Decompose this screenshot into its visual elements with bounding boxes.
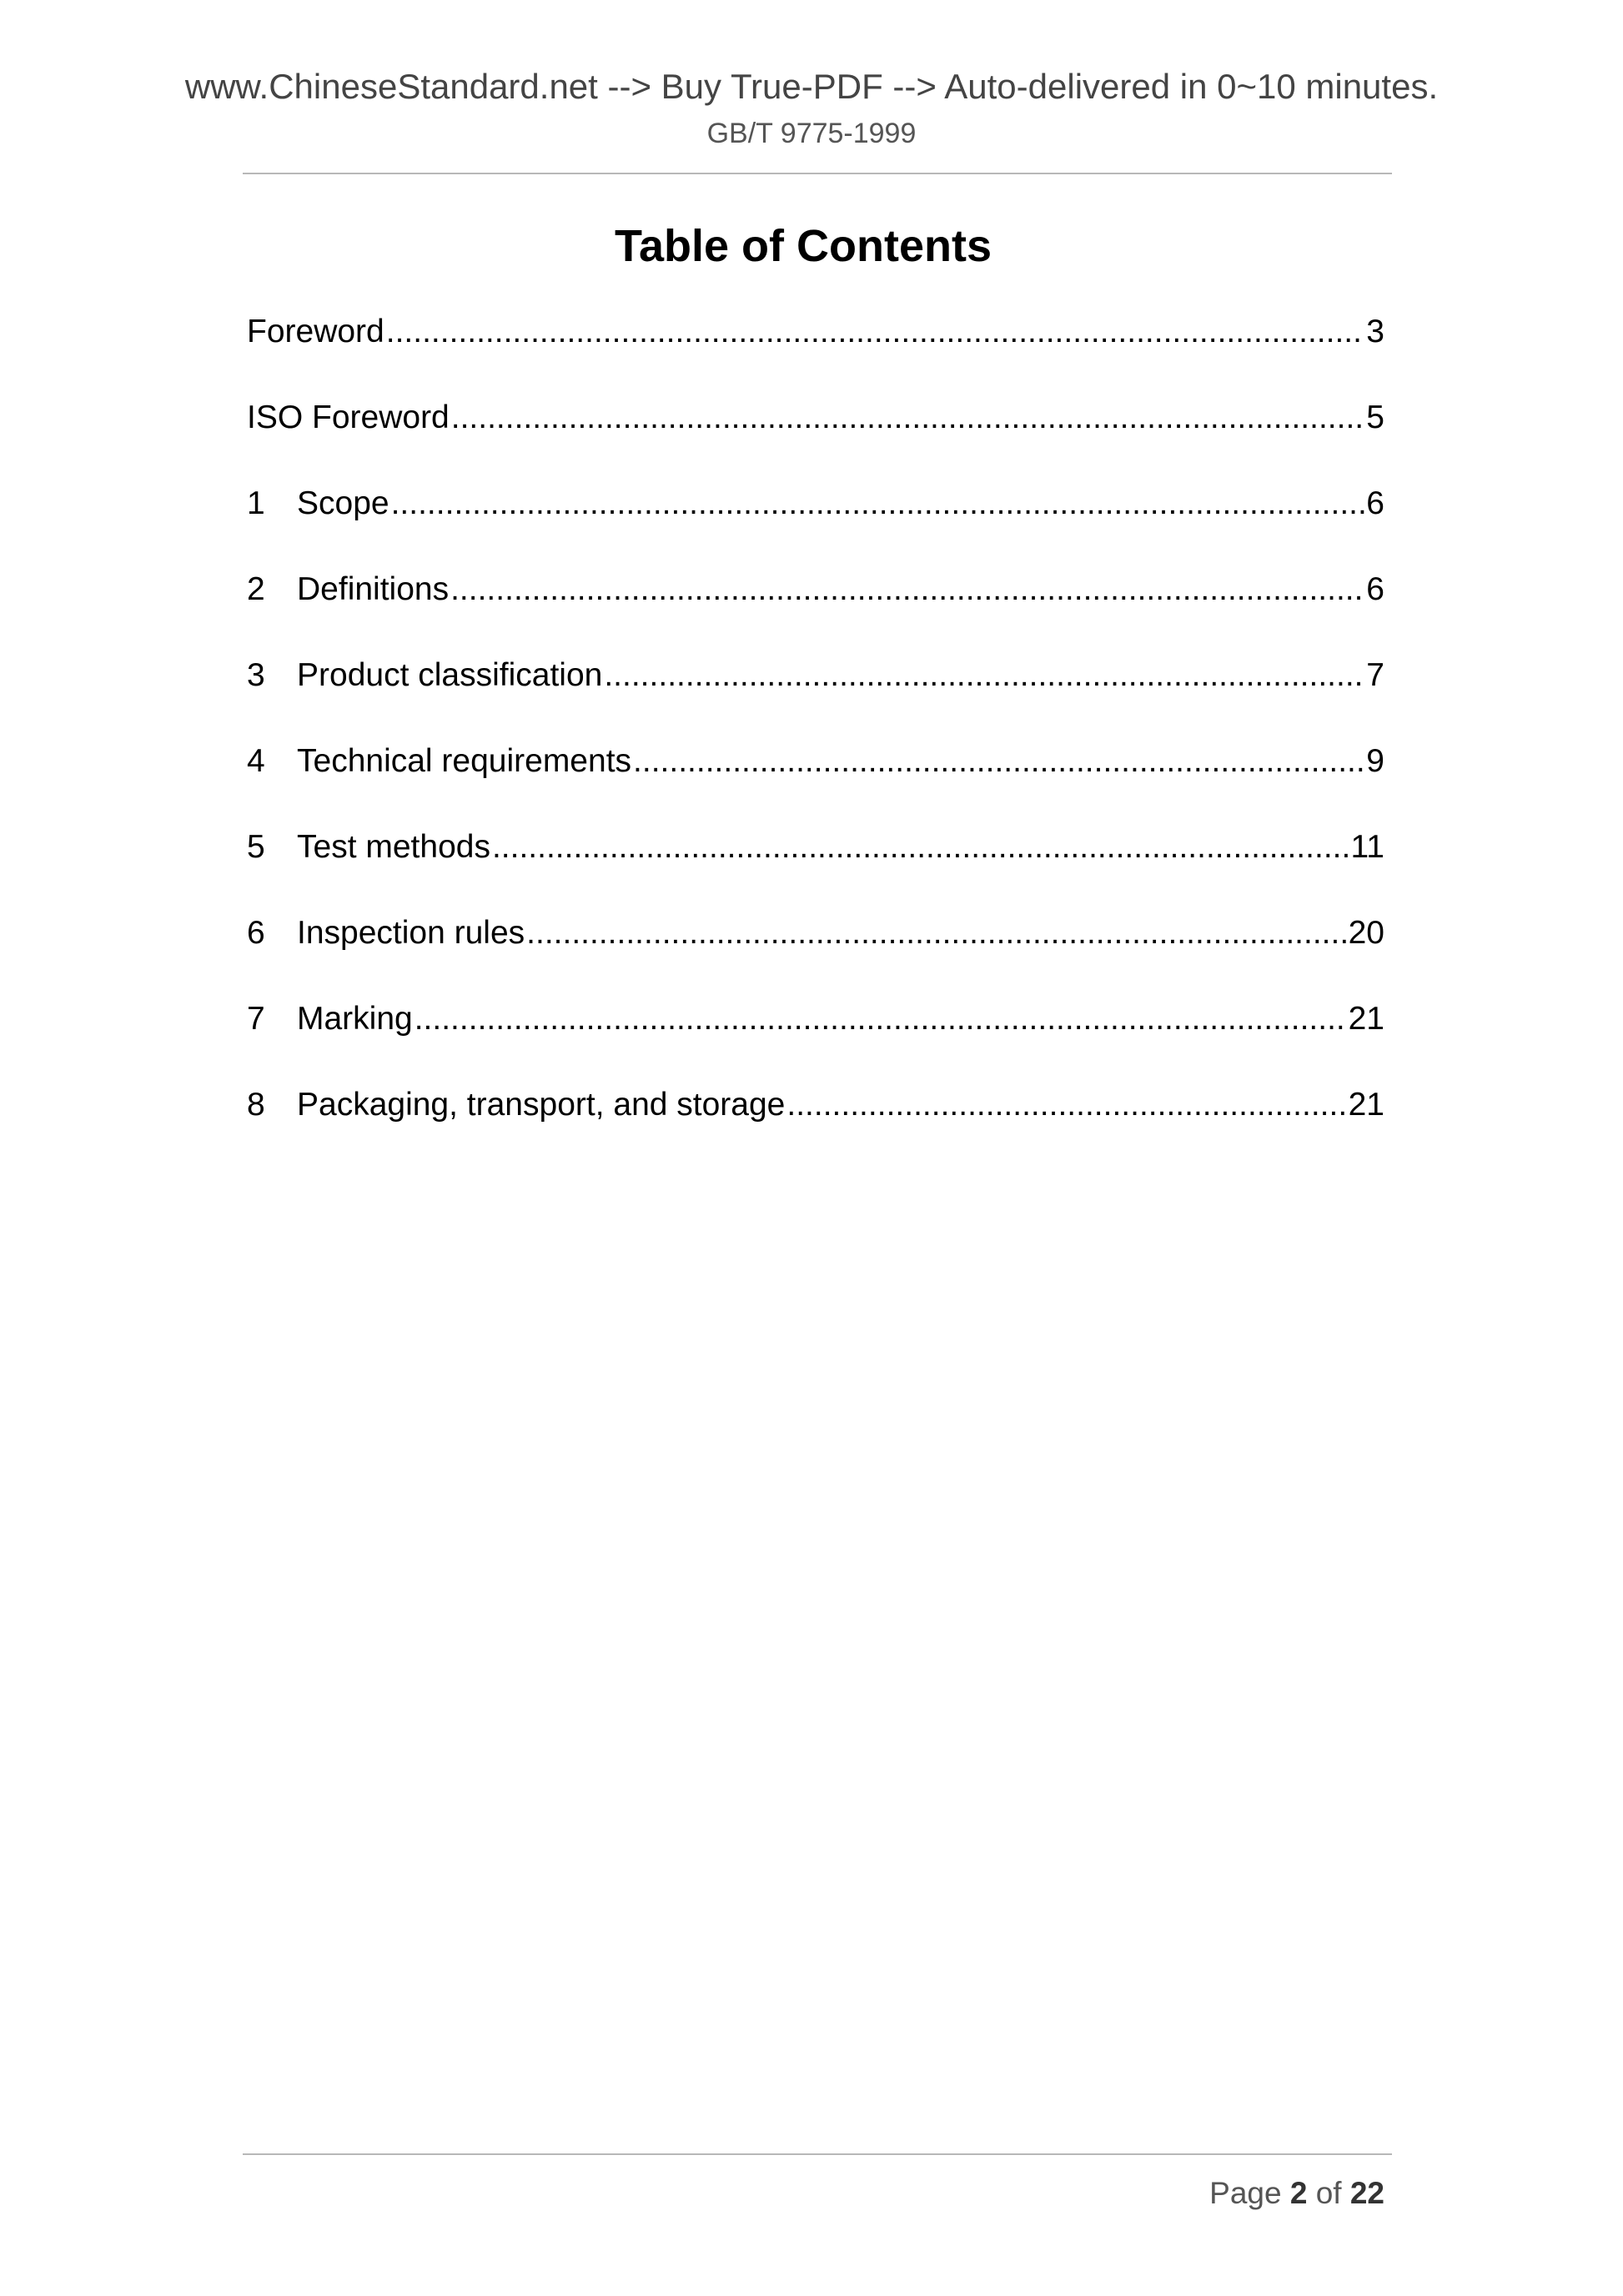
toc-dot-leader bbox=[604, 652, 1364, 699]
toc-dot-leader bbox=[451, 394, 1365, 441]
toc-entry-label: Marking bbox=[297, 1001, 413, 1037]
toc-entry-marking[interactable] bbox=[247, 996, 1384, 1082]
toc-entry-page: 9 bbox=[1366, 743, 1384, 779]
toc-dot-leader bbox=[633, 738, 1364, 785]
toc-dot-leader bbox=[526, 910, 1346, 957]
toc-entry-technical-requirements[interactable] bbox=[247, 738, 1384, 824]
toc-entry-label: Product classification bbox=[297, 657, 603, 693]
toc-title: Table of Contents bbox=[615, 221, 992, 271]
toc-entry-label: Foreword bbox=[247, 314, 384, 349]
toc-entry-foreword[interactable] bbox=[247, 309, 1384, 394]
toc-entry-page: 20 bbox=[1348, 915, 1384, 951]
page-prefix: Page bbox=[1209, 2176, 1282, 2210]
toc-entry-number: 5 bbox=[247, 829, 265, 865]
toc-entry-label: ISO Foreword bbox=[247, 399, 450, 435]
footer-divider bbox=[243, 2153, 1392, 2155]
table-of-contents bbox=[247, 309, 1384, 1168]
toc-entry-inspection-rules[interactable] bbox=[247, 910, 1384, 996]
page-of: of bbox=[1315, 2176, 1342, 2210]
toc-entry-packaging-transport-storage[interactable] bbox=[247, 1082, 1384, 1168]
toc-entry-scope[interactable] bbox=[247, 480, 1384, 566]
header-banner: www.ChineseStandard.net --> Buy True-PDF --> Auto-delivered in 0~10 minutes. bbox=[184, 67, 1439, 106]
page-current: 2 bbox=[1289, 2176, 1308, 2210]
toc-entry-definitions[interactable] bbox=[247, 566, 1384, 652]
toc-entry-number: 4 bbox=[247, 743, 265, 779]
toc-dot-leader bbox=[450, 566, 1364, 613]
toc-dot-leader bbox=[492, 824, 1349, 871]
toc-entry-label: Packaging, transport, and storage bbox=[297, 1087, 786, 1123]
toc-entry-number: 6 bbox=[247, 915, 265, 951]
toc-entry-number: 1 bbox=[247, 485, 265, 521]
toc-entry-number: 2 bbox=[247, 571, 265, 607]
toc-entry-number: 8 bbox=[247, 1087, 265, 1123]
toc-entry-label: Technical requirements bbox=[297, 743, 632, 779]
toc-entry-number: 3 bbox=[247, 657, 265, 693]
toc-entry-test-methods[interactable] bbox=[247, 824, 1384, 910]
toc-entry-label: Inspection rules bbox=[297, 915, 525, 951]
toc-entry-page: 6 bbox=[1366, 571, 1384, 607]
toc-entry-page: 5 bbox=[1366, 399, 1384, 435]
toc-entry-label: Test methods bbox=[297, 829, 490, 865]
toc-dot-leader bbox=[386, 309, 1365, 355]
toc-entry-iso-foreword[interactable] bbox=[247, 394, 1384, 480]
document-id: GB/T 9775-1999 bbox=[706, 118, 917, 149]
toc-dot-leader bbox=[391, 480, 1365, 527]
toc-entry-page: 3 bbox=[1366, 314, 1384, 349]
toc-entry-label: Definitions bbox=[297, 571, 450, 607]
toc-entry-page: 21 bbox=[1348, 1001, 1384, 1037]
toc-entry-product-classification[interactable] bbox=[247, 652, 1384, 738]
header-divider bbox=[243, 173, 1392, 174]
page-total: 22 bbox=[1349, 2176, 1384, 2210]
toc-entry-page: 6 bbox=[1366, 485, 1384, 521]
page-number bbox=[1209, 2173, 1384, 2213]
toc-entry-label: Scope bbox=[297, 485, 389, 521]
toc-entry-number: 7 bbox=[247, 1001, 265, 1037]
toc-entry-page: 21 bbox=[1348, 1087, 1384, 1123]
toc-entry-page: 11 bbox=[1350, 829, 1384, 865]
toc-dot-leader bbox=[786, 1082, 1346, 1128]
toc-entry-page: 7 bbox=[1366, 657, 1384, 693]
toc-dot-leader bbox=[415, 996, 1347, 1042]
